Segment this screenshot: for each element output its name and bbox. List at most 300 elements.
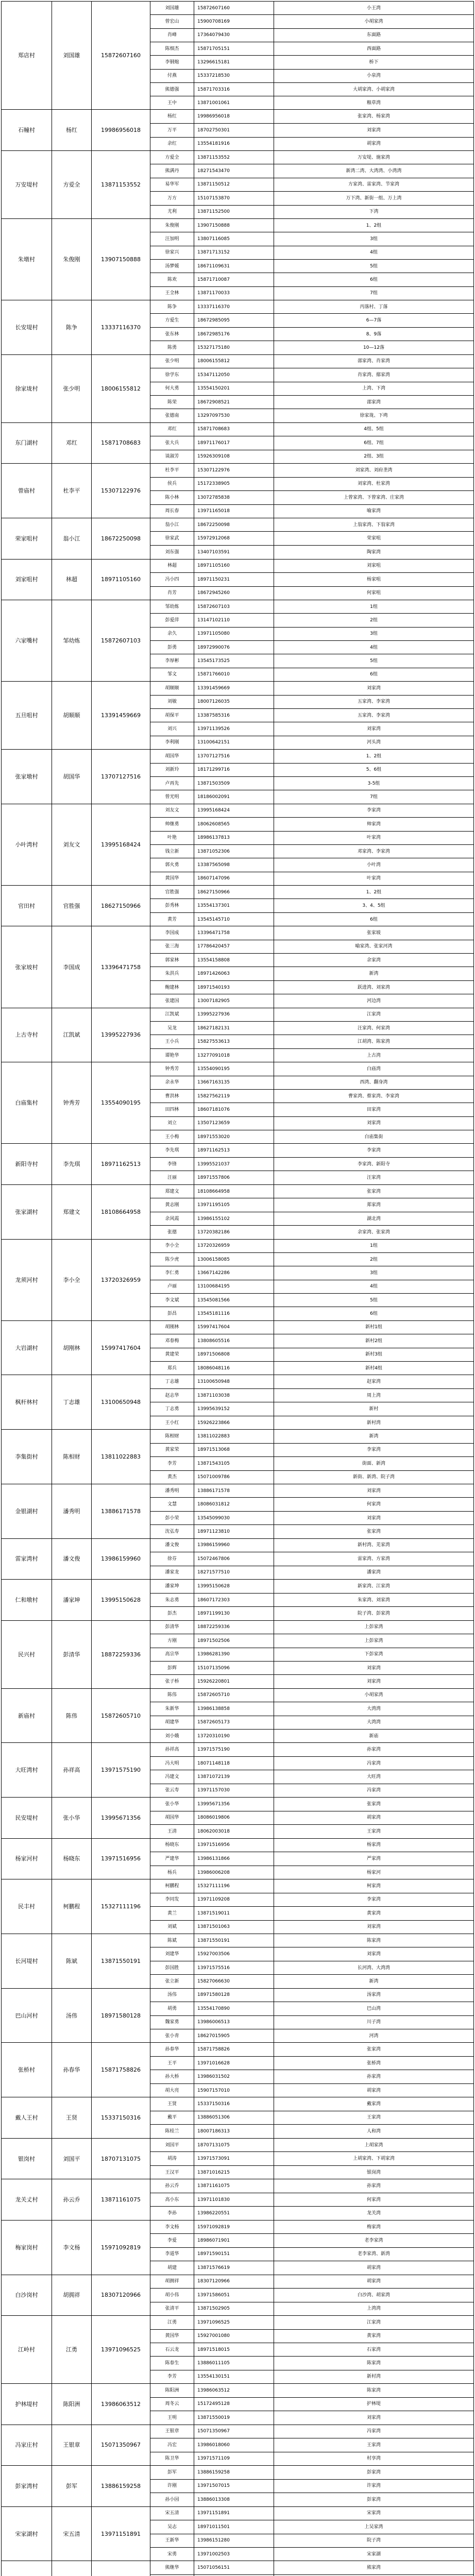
leader-phone-cell: 13554090195 (92, 1062, 150, 1143)
member-area-cell: 汪家湾、何家湾 (357, 1025, 390, 1031)
leader-phone-cell: 18627150966 (92, 886, 150, 926)
member-name-cell: 李文杨 (150, 2221, 194, 2233)
member-rows (150, 1430, 473, 1484)
table-row (150, 1171, 473, 1184)
member-area-cell: 2组 (370, 618, 378, 623)
member-phone-cell: 13407103591 (194, 546, 274, 559)
member-name-cell: 李利刚 (150, 736, 194, 749)
table-row (150, 790, 473, 803)
member-area-cell: 李家湾 (366, 1447, 381, 1453)
member-name-cell: 张德 (150, 1226, 194, 1239)
member-name-cell: 钱立新 (150, 845, 194, 858)
member-name-cell: 文慧 (150, 1498, 194, 1511)
table-row (150, 1471, 473, 1484)
member-phone-cell: 15926223866 (194, 1416, 274, 1429)
member-area-cell: 曹家湾、蔡家湾、李家湾 (348, 1093, 399, 1099)
village-group (2, 464, 473, 518)
village-group (2, 2425, 473, 2466)
table-row (150, 1552, 473, 1566)
member-area-cell: 龙关湾 (366, 2211, 381, 2216)
table-row (150, 1907, 473, 1920)
leader-phone-cell: 18971105160 (92, 560, 150, 600)
member-name-cell: 丁志勇 (150, 1402, 194, 1415)
table-row (150, 926, 473, 940)
member-phone-cell: 13995639152 (194, 1402, 274, 1415)
member-phone-cell: 18971590151 (194, 2248, 274, 2261)
member-area-cell: 长河湾、大湾湾 (357, 1965, 390, 1971)
member-phone-cell: 13072785838 (194, 491, 274, 504)
member-area-cell: 王家湾 (366, 1828, 381, 1834)
member-area-cell: 冯家湾 (366, 2429, 381, 2434)
table-row (150, 2248, 473, 2261)
member-name-cell: 刘东强 (150, 546, 194, 559)
member-phone-cell: 18971011501 (194, 2520, 274, 2533)
table-row (150, 1022, 473, 1035)
member-phone-cell: 18872259336 (194, 1621, 274, 1634)
table-row (150, 628, 473, 641)
member-rows (150, 2316, 473, 2383)
member-phone-cell: 18307120966 (194, 2275, 274, 2289)
member-area-cell: 陈家湾 (366, 2387, 381, 2393)
member-area-cell: 4组 (370, 250, 378, 256)
member-name-cell: 陈荣 (150, 396, 194, 409)
village-leader-cell: 汤伟 (52, 1989, 92, 2043)
village-group (2, 219, 473, 300)
member-name-cell: 江凯斌 (150, 1008, 194, 1021)
member-phone-cell: 18702750301 (194, 124, 274, 137)
village-leader-cell: 李文杨 (52, 2221, 92, 2275)
member-area-cell: 荣家咀 (366, 536, 381, 541)
member-area-cell: 刘家湾、杜家湾 (357, 481, 390, 487)
member-phone-cell: 13995521037 (194, 1158, 274, 1171)
member-name-cell: 张大兵 (150, 436, 194, 450)
village-name-cell: 护林堤村 (2, 2384, 52, 2425)
member-area-cell: 陶家湾 (366, 549, 381, 555)
member-name-cell: 熊满丹 (150, 164, 194, 177)
table-row (150, 1594, 473, 1607)
table-row (150, 2466, 473, 2480)
member-area-cell: 大旺湾 (366, 1774, 381, 1780)
member-area-cell: 上彭家湾 (364, 1638, 383, 1643)
member-name-cell: 胡刚林 (150, 1321, 194, 1334)
member-name-cell: 黄建荣 (150, 1348, 194, 1361)
member-name-cell: 曾光明 (150, 790, 194, 803)
member-area-cell: 白庙湾 (366, 1066, 381, 1072)
member-area-cell: 李家湾 (366, 808, 381, 814)
member-rows (150, 2139, 473, 2179)
member-name-cell: 郭家林 (150, 954, 194, 967)
member-area-cell: 4组、5组 (364, 427, 384, 432)
member-area-cell: 孙家湾 (366, 1747, 381, 1753)
member-area-cell: 冯家湾 (366, 1788, 381, 1793)
member-area-cell: 周上湾 (366, 1393, 381, 1398)
member-phone-cell: 15107153870 (194, 192, 274, 205)
member-phone-cell: 13391459669 (194, 682, 274, 694)
member-phone-cell: 13971507015 (194, 2480, 274, 2493)
table-row (150, 96, 473, 109)
table-row (150, 818, 473, 831)
member-name-cell: 孙祥高 (150, 1743, 194, 1756)
member-area-cell: 刘家咀 (366, 563, 381, 569)
member-phone-cell: 15926309108 (194, 450, 274, 464)
table-row (150, 2207, 473, 2220)
member-name-cell: 万平 (150, 124, 194, 137)
village-leader-cell: 陈争 (52, 300, 92, 354)
member-phone-cell: 13554150201 (194, 382, 274, 395)
member-area-cell: 张桥湾 (366, 2060, 381, 2066)
member-area-cell: 新村3组 (365, 1352, 382, 1358)
table-row (150, 2343, 473, 2357)
member-phone-cell: 18672250098 (194, 518, 274, 532)
village-leader-cell: 陈相财 (52, 1430, 92, 1484)
table-row (150, 300, 473, 314)
member-phone-cell: 13545181116 (194, 1307, 274, 1320)
table-row (150, 2357, 473, 2370)
member-name-cell: 尤利 (150, 206, 194, 218)
village-leader-cell: 钟秀芳 (52, 1062, 92, 1143)
member-phone-cell: 18171299716 (194, 764, 274, 776)
table-row (150, 2152, 473, 2166)
leader-phone-cell: 13396471758 (92, 926, 150, 1007)
member-name-cell: 何大勇 (150, 382, 194, 395)
table-row (150, 1975, 473, 1988)
member-area-cell: 杨家咀 (366, 577, 381, 582)
table-row (150, 804, 473, 818)
table-row (150, 1212, 473, 1226)
leader-phone-cell: 13886171578 (92, 1484, 150, 1538)
member-name-cell: 周长春 (150, 505, 194, 518)
village-group (2, 2466, 473, 2507)
table-row (150, 845, 473, 858)
member-name-cell: 胡涛 (150, 2152, 194, 2165)
member-name-cell: 彭辉 (150, 1662, 194, 1674)
member-rows (150, 1989, 473, 2043)
member-area-cell: 6组 (370, 917, 378, 922)
member-name-cell: 刘立 (150, 1117, 194, 1130)
member-name-cell: 肖芳 (150, 587, 194, 600)
member-phone-cell: 18971506808 (194, 1348, 274, 1361)
member-name-cell: 卢丽 (150, 1280, 194, 1293)
member-area-cell: 雷家湾、方家湾 (357, 1556, 390, 1562)
member-name-cell: 刘国雄 (150, 2, 194, 14)
table-row (150, 151, 473, 164)
member-phone-cell: 18186002091 (194, 790, 274, 803)
member-phone-cell: 18986137813 (194, 832, 274, 844)
member-phone-cell: 15172495128 (194, 2398, 274, 2411)
member-area-cell: 郑家湾 (366, 1202, 381, 1208)
member-area-cell: 3、4、5组 (362, 903, 385, 909)
table-row (150, 750, 473, 763)
table-row (150, 1580, 473, 1594)
table-row (150, 1961, 473, 1975)
member-phone-cell: 13871501063 (194, 1921, 274, 1934)
table-row (150, 532, 473, 546)
member-area-cell: 5组 (370, 263, 378, 269)
member-name-cell: 胡大亮 (150, 2084, 194, 2097)
table-row (150, 2166, 473, 2179)
leader-phone-cell: 13995150628 (92, 1580, 150, 1620)
member-phone-cell: 18986071901 (194, 2234, 274, 2247)
member-phone-cell: 15972912068 (194, 532, 274, 545)
village-group (2, 355, 473, 423)
village-leader-cell: 丁志雄 (52, 1375, 92, 1429)
table-row (150, 436, 473, 450)
table-row (150, 206, 473, 218)
member-area-cell: 刘家湾 (366, 1488, 381, 1494)
member-phone-cell: 18007126035 (194, 696, 274, 708)
village-group (2, 2316, 473, 2384)
village-leader-cell: 郑建文 (52, 1185, 92, 1239)
table-row (150, 2316, 473, 2329)
member-area-cell: 胡家湾 (366, 2265, 381, 2270)
member-phone-cell: 13871103038 (194, 1389, 274, 1402)
village-name-cell: 石幢村 (2, 110, 52, 150)
member-name-cell: 李仁勇 (150, 1266, 194, 1279)
member-name-cell: 付燕 (150, 70, 194, 82)
member-area-cell: 余家湾、张家湾 (357, 1229, 390, 1235)
member-phone-cell: 15071056151 (194, 2561, 274, 2574)
leader-phone-cell: 18108664958 (92, 1185, 150, 1239)
member-area-cell: 李家湾 (366, 1897, 381, 1903)
table-row (150, 682, 473, 695)
member-area-cell: 西湾、翻身湾 (360, 1080, 388, 1086)
member-area-cell: 方家湾、雷家湾、节家湾 (348, 182, 399, 188)
table-row (150, 110, 473, 124)
member-area-cell: 下湾 (369, 209, 379, 215)
member-phone-cell: 13387565098 (194, 858, 274, 871)
member-area-cell: 6组 (370, 277, 378, 282)
table-row (150, 2561, 473, 2574)
table-row (150, 1144, 473, 1158)
leader-phone-cell: 15872605710 (92, 1689, 150, 1743)
village-leader-cell: 王银章 (52, 2425, 92, 2466)
member-name-cell: 谈淑芳 (150, 450, 194, 464)
table-row (150, 832, 473, 845)
member-area-cell: 上湾、下湾 (362, 386, 385, 392)
member-area-cell: 王家湾 (366, 2442, 381, 2448)
leader-phone-cell: 13971096525 (92, 2316, 150, 2383)
village-leader-cell: 官胜强 (52, 886, 92, 926)
table-row (150, 1621, 473, 1634)
member-area-cell: 银岗湾 (366, 2170, 381, 2175)
village-leader-cell: 刘国雄 (52, 2, 92, 109)
village-leader-cell: 杨晓东 (52, 1839, 92, 1879)
leader-phone-cell: 19986956018 (92, 110, 150, 150)
village-leader-cell: 潘文俊 (52, 1539, 92, 1580)
member-name-cell: 刘敏 (150, 696, 194, 708)
member-name-cell: 潘文俊 (150, 1539, 194, 1552)
member-name-cell: 王全林 (150, 287, 194, 300)
member-phone-cell: 13995227936 (194, 1008, 274, 1021)
member-phone-cell: 13971195105 (194, 1198, 274, 1211)
member-rows (150, 2221, 473, 2275)
member-rows (150, 1879, 473, 1934)
leader-phone-cell: 15871708683 (92, 423, 150, 464)
table-row (150, 1090, 473, 1103)
member-phone-cell: 13986155102 (194, 1212, 274, 1225)
table-row (150, 1866, 473, 1879)
member-name-cell: 谭艳华 (150, 1049, 194, 1062)
member-name-cell: 熊继华 (150, 2561, 194, 2574)
member-name-cell: 彭爱萍 (150, 614, 194, 626)
member-name-cell: 方爱全 (150, 151, 194, 164)
village-group (2, 1144, 473, 1185)
member-area-cell: 河头湾 (366, 740, 381, 745)
member-name-cell: 彭杰 (150, 1607, 194, 1620)
table-row (150, 1539, 473, 1553)
village-name-cell: 民兴村 (2, 1621, 52, 1688)
member-name-cell: 王小红 (150, 1416, 194, 1429)
table-row (150, 1825, 473, 1838)
member-area-cell: 5组 (370, 1297, 378, 1303)
member-area-cell: 新湾二湾、大湾湾、小湾湾 (346, 168, 402, 174)
member-area-cell: 上胡家湾、下胡家湾 (352, 2156, 395, 2162)
leader-phone-cell: 13337116370 (92, 300, 150, 354)
member-name-cell: 孙大桥 (150, 2070, 194, 2083)
member-name-cell: 肖峰 (150, 29, 194, 42)
member-phone-cell: 13986281390 (194, 1648, 274, 1661)
village-name-cell: 徐家垅村 (2, 355, 52, 422)
village-group (2, 1798, 473, 1839)
member-name-cell: 张三海 (150, 940, 194, 953)
member-phone-cell: 13100650948 (194, 1375, 274, 1388)
table-row (150, 1334, 473, 1348)
member-phone-cell: 18007186313 (194, 2125, 274, 2138)
member-area-cell: 张家湾 (366, 1529, 381, 1534)
member-name-cell: 易华军 (150, 178, 194, 191)
village-name-cell: 白沙岗村 (2, 2275, 52, 2316)
member-rows (150, 2097, 473, 2138)
member-rows (150, 423, 473, 464)
leader-phone-cell: 15327111196 (92, 1879, 150, 1934)
village-leader-cell: 李小全 (52, 1240, 92, 1320)
member-phone-cell: 15927003506 (194, 1947, 274, 1960)
table-row (150, 2111, 473, 2125)
village-name-cell: 张家墩村 (2, 750, 52, 804)
member-phone-cell: 13871543105 (194, 1457, 274, 1470)
member-phone-cell: 15071350967 (194, 2425, 274, 2438)
leader-phone-cell: 13886159258 (92, 2466, 150, 2506)
table-row (150, 246, 473, 260)
table-row (150, 2289, 473, 2302)
member-area-cell: 余家湾 (366, 957, 381, 963)
village-name-cell: 东门湖村 (2, 423, 52, 464)
table-row (150, 2193, 473, 2207)
leader-phone-cell: 13995168424 (92, 804, 150, 885)
village-group (2, 926, 473, 1008)
village-name-cell: 张家坡村 (2, 926, 52, 1007)
member-rows (150, 804, 473, 885)
member-phone-cell: 18062608565 (194, 818, 274, 831)
village-name-cell: 长河堤村 (2, 1934, 52, 1988)
member-phone-cell: 18607172303 (194, 1594, 274, 1607)
village-name-cell: 长安堤村 (2, 300, 52, 354)
leader-phone-cell: 18672250098 (92, 518, 150, 559)
member-name-cell: 胡国华 (150, 1811, 194, 1825)
member-name-cell: 王贤 (150, 2097, 194, 2111)
table-row (150, 994, 473, 1007)
member-area-cell: 6组 (370, 1311, 378, 1317)
member-name-cell: 侯兵 (150, 478, 194, 490)
member-name-cell: 杜李平 (150, 464, 194, 477)
member-name-cell: 胡勇 (150, 2002, 194, 2015)
member-phone-cell: 13811022883 (194, 1430, 274, 1443)
member-name-cell: 魏家勇 (150, 2016, 194, 2029)
member-rows (150, 2507, 473, 2561)
member-area-cell: 3组 (370, 631, 378, 637)
leader-phone-cell: 18872259336 (92, 1621, 150, 1688)
member-phone-cell: 13995150628 (194, 1580, 274, 1593)
member-name-cell: 潘家龙 (150, 1566, 194, 1580)
member-rows (150, 1008, 473, 1062)
village-group (2, 2384, 473, 2425)
member-phone-cell: 15827066630 (194, 1975, 274, 1988)
member-phone-cell: 13554181916 (194, 138, 274, 151)
table-row (150, 2084, 473, 2097)
member-name-cell: 李国成 (150, 926, 194, 939)
member-name-cell: 张子桥 (150, 1675, 194, 1688)
table-row (150, 1879, 473, 1893)
member-phone-cell: 13545145710 (194, 913, 274, 926)
member-phone-cell: 13886051306 (194, 2111, 274, 2125)
village-name-cell: 新庙村 (2, 1689, 52, 1743)
village-group (2, 110, 473, 151)
member-phone-cell: 15871705151 (194, 42, 274, 55)
member-phone-cell: 15907157010 (194, 2084, 274, 2097)
member-area-cell: 老李家湾 (364, 2238, 383, 2243)
member-name-cell: 王汉平 (150, 2166, 194, 2179)
table-row (150, 1893, 473, 1907)
member-name-cell: 黄芳 (150, 913, 194, 926)
member-phone-cell: 13808605516 (194, 1334, 274, 1347)
member-area-cell: 喻家湾 (366, 509, 381, 514)
member-phone-cell: 13667163135 (194, 1076, 274, 1089)
table-row (150, 232, 473, 246)
village-group (2, 300, 473, 355)
village-name-cell: 张家湖村 (2, 1185, 52, 1239)
village-group (2, 1062, 473, 1144)
member-area-cell: 刘家湾 (366, 1952, 381, 1957)
member-phone-cell: 18627015905 (194, 2029, 274, 2042)
village-name-cell: 新阳寺村 (2, 1144, 52, 1184)
table-row (150, 1035, 473, 1048)
table-row (150, 981, 473, 994)
village-group (2, 682, 473, 750)
village-name-cell: 朱墩村 (2, 219, 52, 300)
member-phone-cell: 18672985176 (194, 328, 274, 341)
member-phone-cell: 18086031812 (194, 1498, 274, 1511)
member-phone-cell: 15347112050 (194, 368, 274, 381)
member-phone-cell: 13971002503 (194, 2548, 274, 2561)
leader-phone-cell: 13971575190 (92, 1743, 150, 1797)
member-name-cell: 孙云乔 (150, 2179, 194, 2193)
member-area-cell: 杨家河 (366, 1870, 381, 1875)
table-row (150, 2261, 473, 2274)
member-area-cell: 3组 (370, 1270, 378, 1276)
member-area-cell: 刘家湾 (366, 2415, 381, 2420)
member-phone-cell: 13871161075 (194, 2179, 274, 2193)
member-area-cell: 巴山湾 (366, 2006, 381, 2011)
member-phone-cell: 13971575190 (194, 1743, 274, 1756)
member-area-cell: 陈家湾 (366, 2360, 381, 2366)
leader-phone-cell: 15872607103 (92, 600, 150, 681)
member-area-cell: 院子湾、彭家湾 (357, 1611, 390, 1617)
village-name-cell: 仁和墩村 (2, 1580, 52, 1620)
member-area-cell: 新家湾、江家湾 (357, 1583, 390, 1589)
member-phone-cell: 13554130151 (194, 2370, 274, 2383)
village-group (2, 2561, 473, 2576)
member-area-cell: 刘家湾 (366, 726, 381, 732)
